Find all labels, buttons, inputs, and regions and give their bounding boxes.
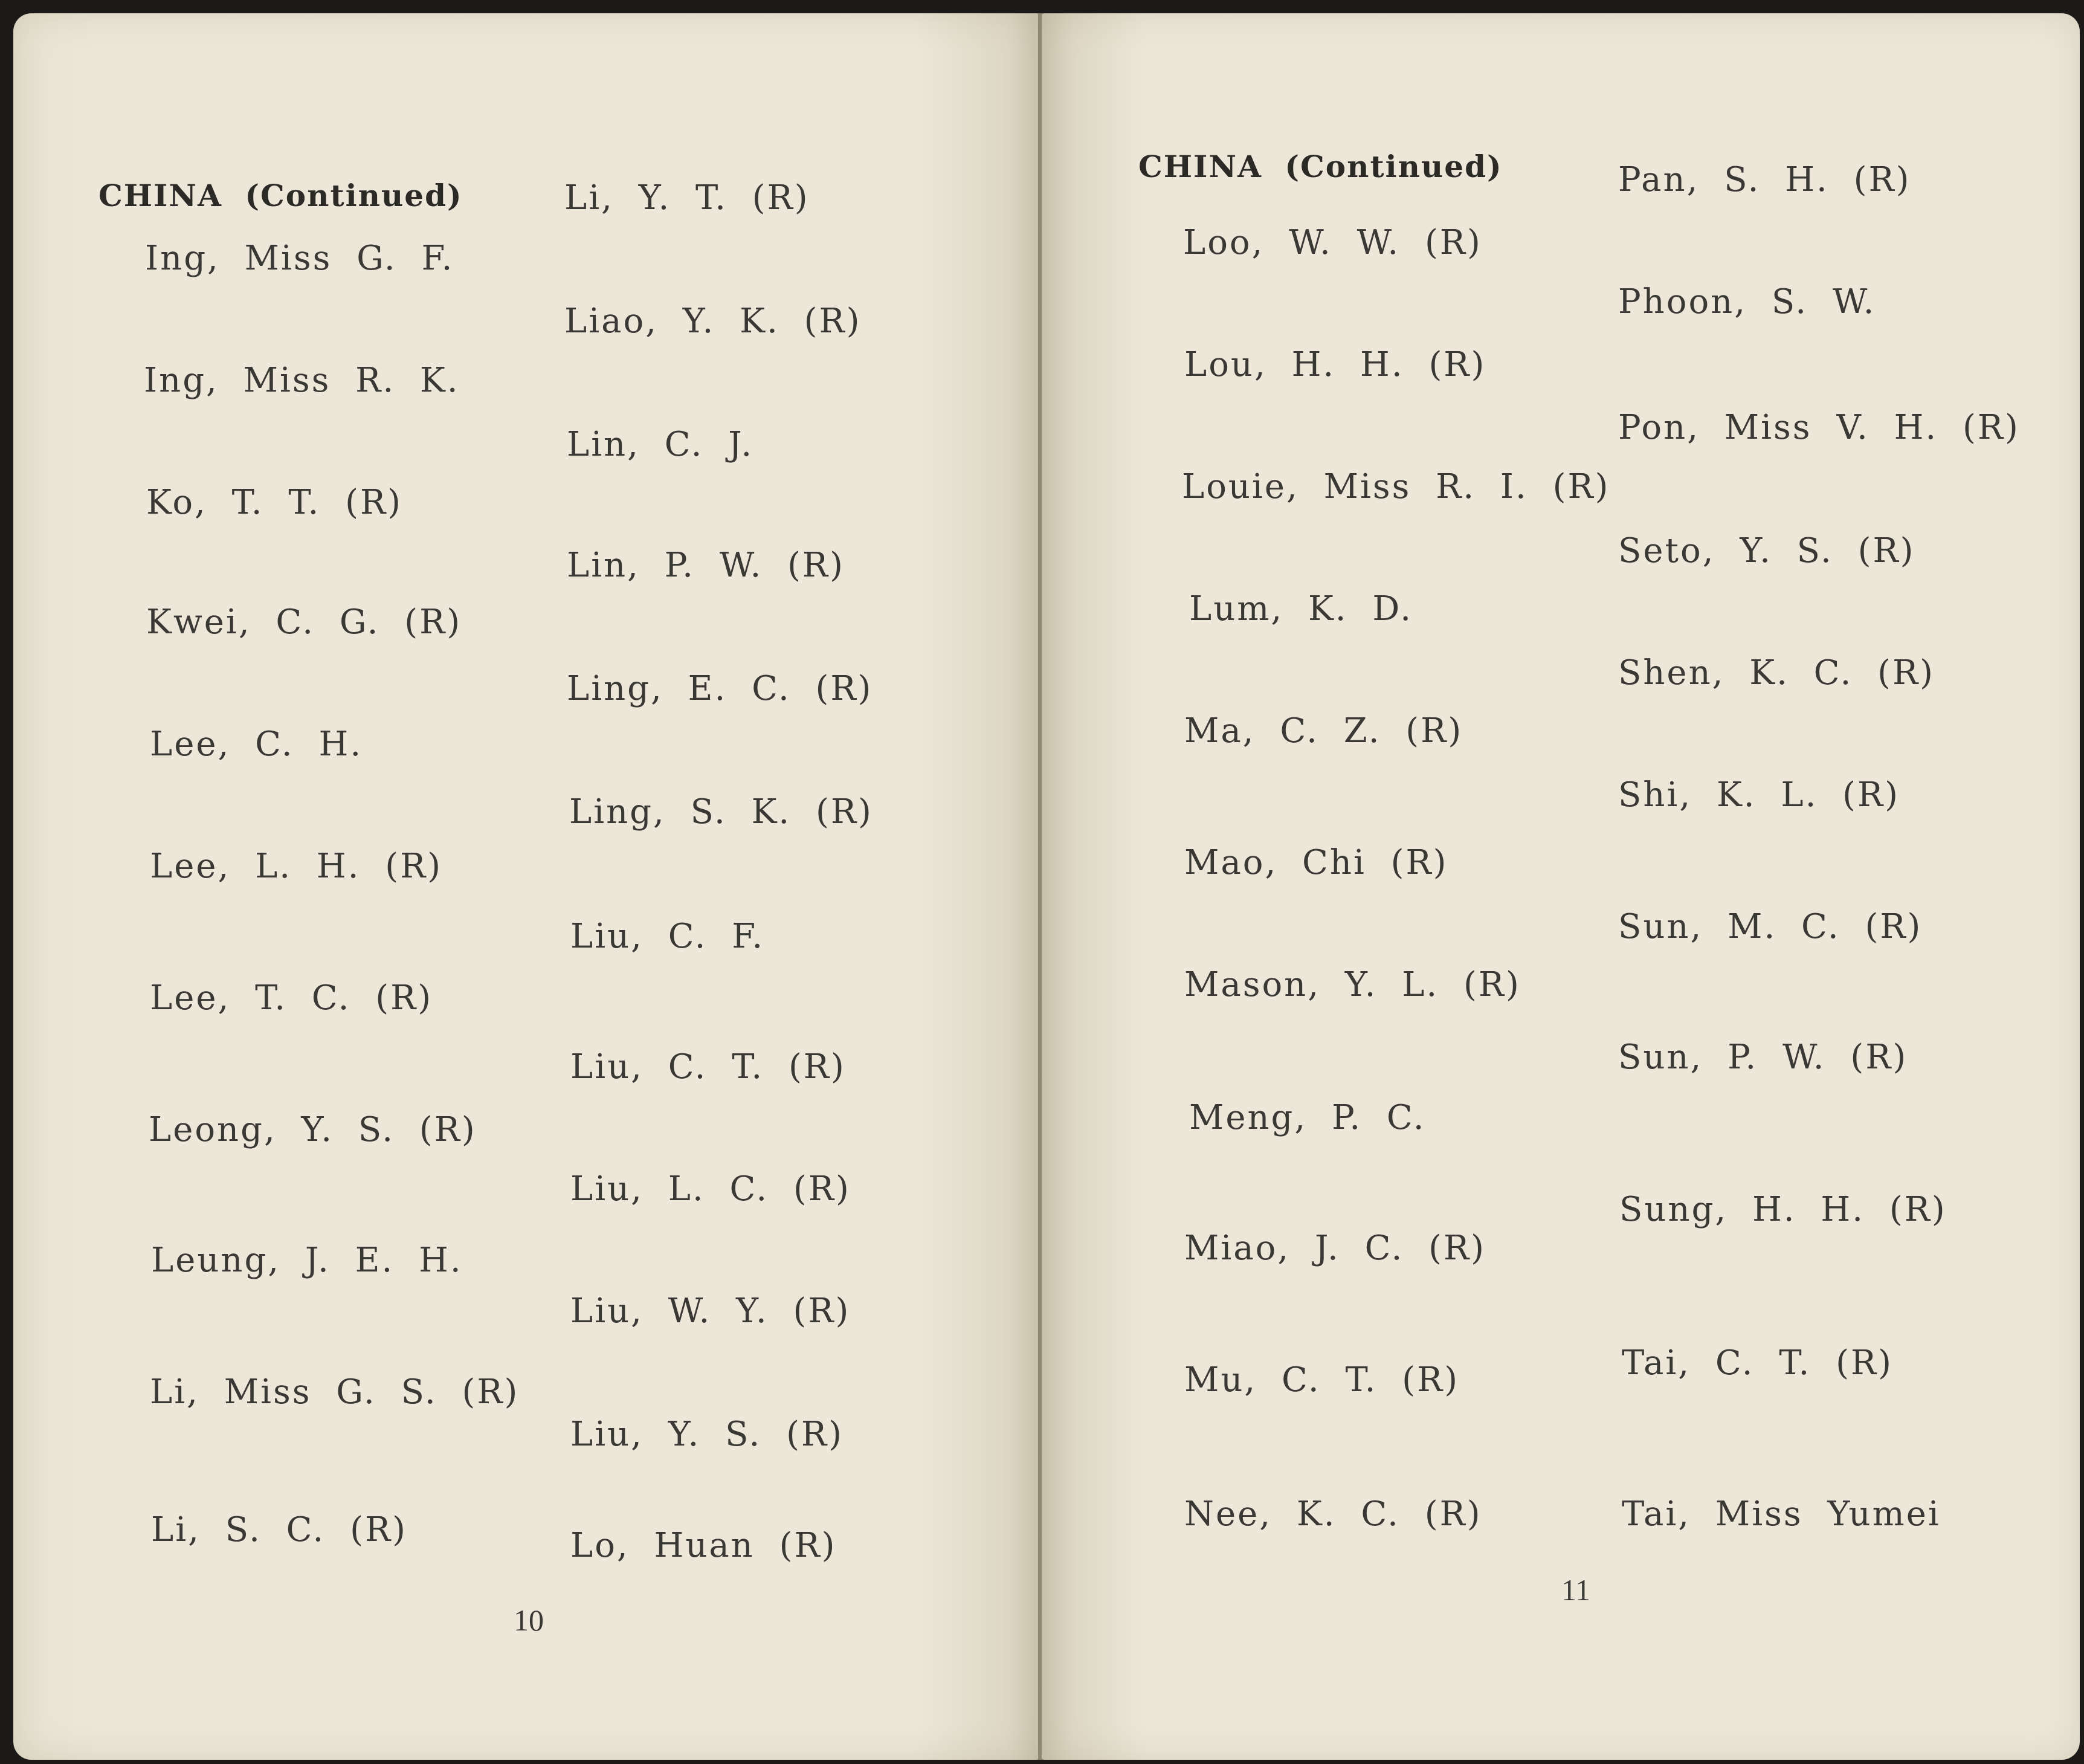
list-item: Lin, P. W. (R)	[567, 546, 845, 585]
list-item: Liu, L. C. (R)	[570, 1169, 851, 1209]
list-item: Sung, H. H. (R)	[1619, 1190, 1947, 1229]
list-item: Shi, K. L. (R)	[1618, 775, 1900, 815]
list-item: Lee, L. H. (R)	[150, 847, 443, 886]
list-item: Liu, W. Y. (R)	[570, 1291, 851, 1331]
list-item: Seto, Y. S. (R)	[1618, 531, 1915, 570]
list-item: Liu, C. T. (R)	[570, 1047, 846, 1087]
list-item: Lin, C. J.	[567, 425, 754, 464]
list-item: Ma, C. Z. (R)	[1184, 711, 1463, 751]
list-item: Li, Y. T. (R)	[564, 178, 810, 218]
page-number: 10	[514, 1603, 544, 1637]
list-item: Liu, Y. S. (R)	[570, 1415, 844, 1454]
list-item: Li, Miss G. S. (R)	[150, 1372, 520, 1412]
list-item: Ko, T. T. (R)	[146, 483, 402, 522]
left-page	[13, 13, 1039, 1760]
list-item: Leong, Y. S. (R)	[149, 1110, 477, 1149]
list-item: Tai, C. T. (R)	[1622, 1343, 1893, 1383]
list-item: Lum, K. D.	[1189, 589, 1413, 628]
list-item: Mu, C. T. (R)	[1184, 1360, 1460, 1400]
list-item: Lee, C. H.	[150, 725, 363, 764]
list-item: Lo, Huan (R)	[570, 1526, 837, 1565]
list-item: Ing, Miss G. F.	[145, 239, 454, 278]
list-item: Ling, E. C. (R)	[567, 669, 873, 708]
list-item: Loo, W. W. (R)	[1183, 223, 1482, 262]
page-heading: CHINA (Continued)	[98, 178, 463, 213]
open-booklet	[13, 13, 2080, 1760]
list-item: Phoon, S. W.	[1618, 282, 1876, 321]
list-item: Pon, Miss V. H. (R)	[1618, 408, 2020, 447]
list-item: Shen, K. C. (R)	[1618, 653, 1935, 693]
list-item: Louie, Miss R. I. (R)	[1182, 467, 1610, 506]
list-item: Lou, H. H. (R)	[1184, 345, 1486, 384]
page-heading: CHINA (Continued)	[1138, 149, 1503, 184]
page-number: 11	[1561, 1573, 1591, 1607]
list-item: Miao, J. C. (R)	[1184, 1229, 1486, 1268]
list-item: Lee, T. C. (R)	[150, 978, 433, 1018]
list-item: Meng, P. C.	[1189, 1098, 1426, 1137]
right-page	[1042, 13, 2080, 1760]
list-item: Nee, K. C. (R)	[1184, 1494, 1482, 1534]
list-item: Tai, Miss Yumei	[1622, 1494, 1941, 1534]
list-item: Liao, Y. K. (R)	[564, 302, 862, 341]
list-item: Mao, Chi (R)	[1184, 843, 1448, 882]
list-item: Ing, Miss R. K.	[144, 361, 460, 400]
list-item: Leung, J. E. H.	[151, 1241, 463, 1280]
list-item: Ling, S. K. (R)	[569, 792, 873, 832]
list-item: Liu, C. F.	[570, 917, 765, 956]
list-item: Pan, S. H. (R)	[1618, 160, 1911, 199]
list-item: Kwei, C. G. (R)	[146, 603, 462, 642]
list-item: Sun, P. W. (R)	[1618, 1038, 1908, 1077]
list-item: Sun, M. C. (R)	[1618, 907, 1923, 946]
list-item: Li, S. C. (R)	[151, 1510, 407, 1549]
list-item: Mason, Y. L. (R)	[1184, 965, 1521, 1004]
